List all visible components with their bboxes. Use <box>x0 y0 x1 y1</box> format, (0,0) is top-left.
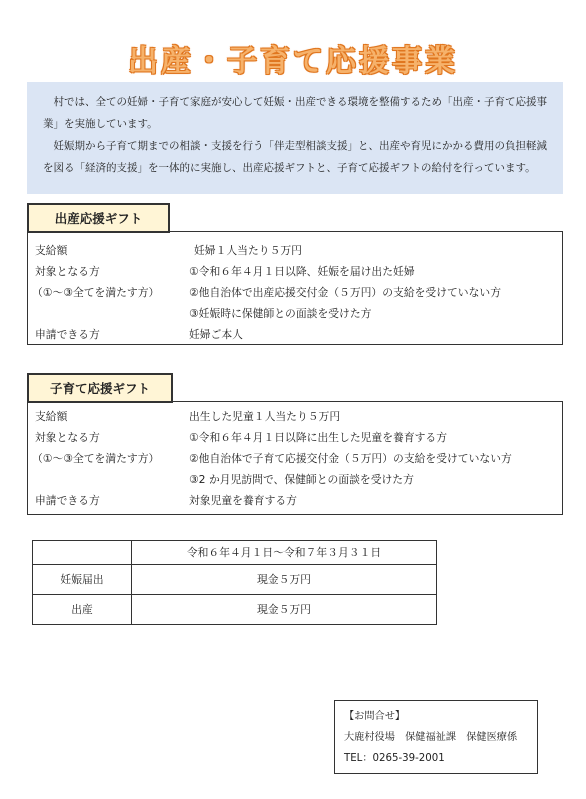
birth-amount-label: 支給額 <box>35 244 68 257</box>
child-amount-label: 支給額 <box>35 410 68 423</box>
table-row <box>33 595 437 625</box>
schedule-row-label: 妊娠届出 <box>33 565 132 595</box>
contact-office: 大鹿村役場 保健福祉課 保健医療係 <box>344 732 518 743</box>
page-title: 出産・子育て応援事業 <box>128 44 458 79</box>
schedule-table <box>32 540 437 625</box>
contact-phone: TEL：0265-39-2001 <box>344 753 445 764</box>
child-gift-heading: 子育て応援ギフト <box>27 373 173 403</box>
schedule-corner-cell <box>33 541 132 565</box>
birth-amount-value: 妊婦１人当たり５万円 <box>194 244 302 257</box>
child-eligible-label: 対象となる方 <box>35 431 100 444</box>
child-eligible-note: （①～③全てを満たす方） <box>32 452 160 465</box>
intro-paragraph-1: 村では、全ての妊婦・子育て家庭が安心して妊娠・出産できる環境を整備するため「出産・子育て応援事業」を実施しています。 <box>43 96 547 130</box>
table-row <box>33 565 437 595</box>
schedule-period: 令和６年４月１日～令和７年３月３１日 <box>132 541 437 565</box>
birth-condition-3: ③妊娠時に保健師との面談を受けた方 <box>189 307 372 320</box>
child-condition-2: ②他自治体で子育て応援交付金（５万円）の支給を受けていない方 <box>189 452 512 465</box>
birth-eligible-note: （①～③全てを満たす方） <box>32 286 160 299</box>
child-applicant-label: 申請できる方 <box>35 494 100 507</box>
schedule-row-value: 現金５万円 <box>132 595 437 625</box>
schedule-row-value: 現金５万円 <box>132 565 437 595</box>
schedule-header-row <box>33 541 437 565</box>
birth-gift-heading: 出産応援ギフト <box>27 203 170 233</box>
birth-condition-1: ①令和６年４月１日以降、妊娠を届け出た妊婦 <box>189 265 415 278</box>
birth-condition-2: ②他自治体で出産応援交付金（５万円）の支給を受けていない方 <box>189 286 501 299</box>
child-amount-value: 出生した児童１人当たり５万円 <box>189 410 341 423</box>
birth-eligible-label: 対象となる方 <box>35 265 100 278</box>
schedule-row-label: 出産 <box>33 595 132 625</box>
birth-applicant-label: 申請できる方 <box>35 328 100 341</box>
child-gift-box <box>27 401 563 515</box>
child-applicant-value: 対象児童を養育する方 <box>189 494 297 507</box>
intro-box <box>27 82 563 194</box>
contact-box <box>334 700 538 774</box>
birth-gift-box <box>27 231 563 345</box>
birth-applicant-value: 妊婦ご本人 <box>189 328 243 341</box>
child-condition-3: ③2 か月児訪問で、保健師との面談を受けた方 <box>189 473 414 486</box>
child-condition-1: ①令和６年４月１日以降に出生した児童を養育する方 <box>189 431 448 444</box>
intro-paragraph-2: 妊娠期から子育て期までの相談・支援を行う「伴走型相談支援」と、出産や育児にかかる費用の負担軽減を図る「経済的支援」を一体的に実施し、出産応援ギフトと、子育て応援ギフトの給付を行っています。 <box>43 140 547 174</box>
contact-heading: 【お問合せ】 <box>344 711 406 722</box>
